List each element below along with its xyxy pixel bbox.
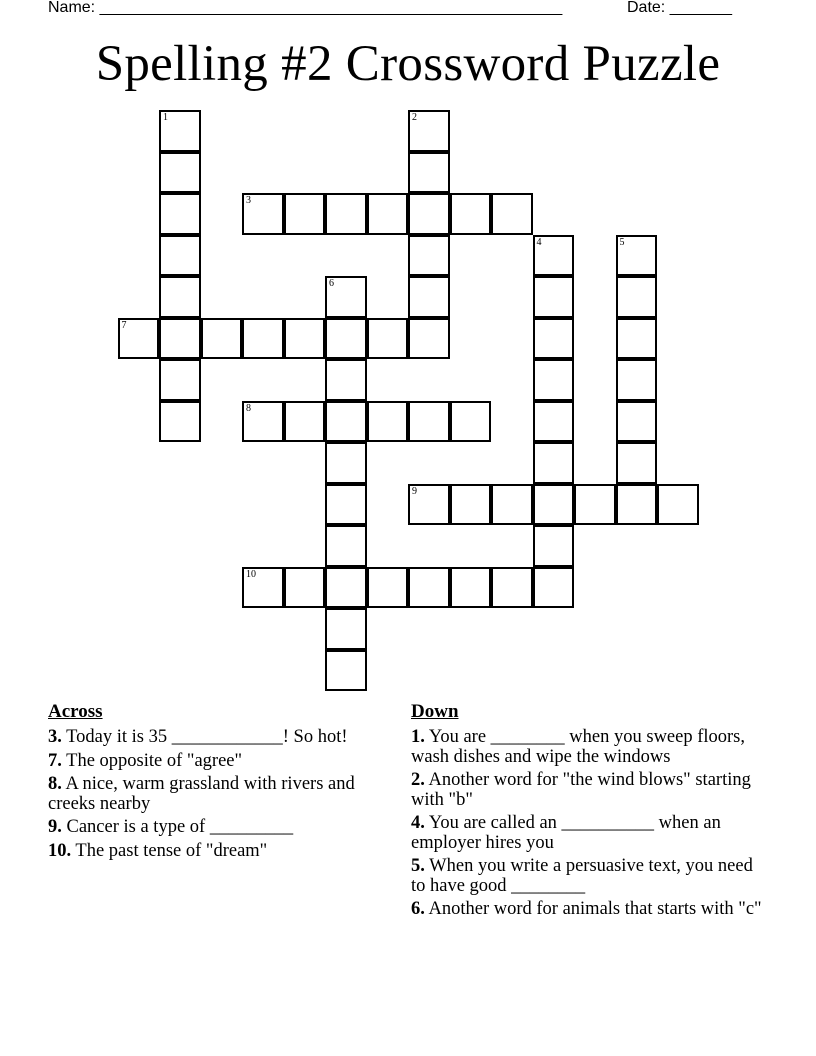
clue-number: 8.	[48, 774, 62, 794]
crossword-cell	[325, 525, 367, 567]
crossword-cell	[159, 359, 201, 401]
crossword-cell	[408, 110, 450, 152]
clue-text: When you write a persuasive text, you need to have good ________	[411, 856, 753, 896]
crossword-cell	[408, 567, 450, 609]
crossword-cell	[367, 401, 409, 443]
date-field-label: Date: _______	[627, 0, 732, 16]
crossword-cell	[159, 276, 201, 318]
clue-text: You are called an __________ when an employer hires you	[411, 813, 721, 853]
down-clue-1	[411, 728, 771, 767]
crossword-cell	[408, 193, 450, 235]
crossword-cell	[533, 525, 575, 567]
crossword-cell	[325, 276, 367, 318]
crossword-cell	[201, 318, 243, 360]
across-clue-9	[48, 818, 378, 838]
crossword-cell	[533, 484, 575, 526]
crossword-cell	[159, 235, 201, 277]
crossword-cell	[491, 484, 533, 526]
crossword-cell	[533, 401, 575, 443]
cell-number: 8	[246, 402, 251, 414]
crossword-cell	[408, 152, 450, 194]
crossword-cell	[491, 567, 533, 609]
across-clue-3	[48, 728, 378, 748]
crossword-cell	[242, 193, 284, 235]
across-clues	[48, 700, 378, 865]
clue-number: 2.	[411, 770, 425, 790]
crossword-cell	[159, 401, 201, 443]
crossword-cell	[450, 484, 492, 526]
clue-number: 9.	[48, 817, 62, 837]
crossword-cell	[408, 276, 450, 318]
crossword-cell	[159, 152, 201, 194]
down-clue-5	[411, 857, 771, 896]
clue-number: 5.	[411, 856, 425, 876]
crossword-cell	[408, 484, 450, 526]
cell-number: 7	[121, 319, 127, 331]
crossword-cell	[242, 318, 284, 360]
down-clues	[411, 700, 771, 924]
crossword-cell	[616, 442, 658, 484]
cell-number: 3	[246, 195, 251, 206]
crossword-cell	[325, 608, 367, 650]
crossword-cell	[450, 193, 492, 235]
cell-number: 9	[412, 485, 417, 497]
clue-text: A nice, warm grassland with rivers and creeks nearby	[48, 774, 355, 814]
crossword-cell	[408, 401, 450, 443]
down-heading: Down	[411, 701, 459, 722]
down-clue-4	[411, 814, 771, 853]
crossword-cell	[325, 442, 367, 484]
crossword-cell	[616, 401, 658, 443]
clue-number: 7.	[48, 750, 62, 771]
clue-text: You are ________ when you sweep floors, wash dishes and wipe the windows	[411, 727, 746, 767]
crossword-cell	[533, 567, 575, 609]
crossword-cell	[242, 401, 284, 443]
crossword-cell	[325, 359, 367, 401]
crossword-cell	[325, 567, 367, 609]
crossword-cell	[450, 401, 492, 443]
clue-text: Cancer is a type of _________	[66, 817, 294, 837]
clue-text: Another word for animals that starts with "c"	[428, 899, 762, 919]
down-clue-2	[411, 771, 771, 810]
crossword-cell	[284, 567, 326, 609]
crossword-cell	[491, 193, 533, 235]
clue-number: 4.	[411, 813, 425, 833]
crossword-cell	[284, 401, 326, 443]
crossword-cell	[118, 318, 160, 360]
cell-number: 6	[329, 278, 334, 289]
crossword-cell	[325, 318, 367, 360]
cell-number: 2	[412, 112, 417, 123]
across-clue-10	[48, 842, 378, 862]
crossword-cell	[242, 567, 284, 609]
clue-text: The opposite of "agree"	[66, 750, 243, 771]
cell-number: 4	[536, 236, 542, 248]
clue-text: Today it is 35 ____________! So hot!	[66, 727, 348, 747]
across-clue-7	[48, 752, 378, 772]
clue-number: 3.	[48, 727, 62, 747]
crossword-cell	[367, 318, 409, 360]
crossword-cell	[325, 650, 367, 692]
cell-number: 5	[619, 236, 625, 248]
crossword-cell	[574, 484, 616, 526]
crossword-cell	[533, 276, 575, 318]
crossword-cell	[367, 567, 409, 609]
crossword-cell	[159, 318, 201, 360]
crossword-cell	[616, 359, 658, 401]
crossword-cell	[367, 193, 409, 235]
name-field-label: Name: ____________________________________________________	[48, 0, 563, 16]
crossword-cell	[616, 484, 658, 526]
crossword-cell	[325, 484, 367, 526]
crossword-cell	[533, 235, 575, 277]
down-clue-6	[411, 900, 771, 920]
crossword-cell	[616, 235, 658, 277]
page-title: Spelling #2 Crossword Puzzle	[95, 36, 721, 92]
crossword-cell	[284, 193, 326, 235]
crossword-cell	[533, 318, 575, 360]
crossword-cell	[533, 359, 575, 401]
crossword-cell	[159, 193, 201, 235]
clue-text: Another word for "the wind blows" starting with "b"	[411, 770, 751, 810]
crossword-cell	[533, 442, 575, 484]
clue-number: 10.	[48, 840, 72, 861]
crossword-cell	[450, 567, 492, 609]
crossword-cell	[616, 276, 658, 318]
crossword-cell	[408, 318, 450, 360]
across-heading: Across	[48, 701, 103, 722]
crossword-cell	[159, 110, 201, 152]
crossword-cell	[657, 484, 699, 526]
crossword-cell	[284, 318, 326, 360]
clue-text: The past tense of "dream"	[75, 840, 268, 861]
clue-number: 6.	[411, 899, 425, 919]
clue-number: 1.	[411, 727, 425, 747]
crossword-cell	[408, 235, 450, 277]
cell-number: 10	[246, 568, 256, 580]
cell-number: 1	[163, 112, 168, 123]
crossword-cell	[616, 318, 658, 360]
across-clue-8	[48, 775, 378, 814]
crossword-cell	[325, 401, 367, 443]
crossword-cell	[325, 193, 367, 235]
